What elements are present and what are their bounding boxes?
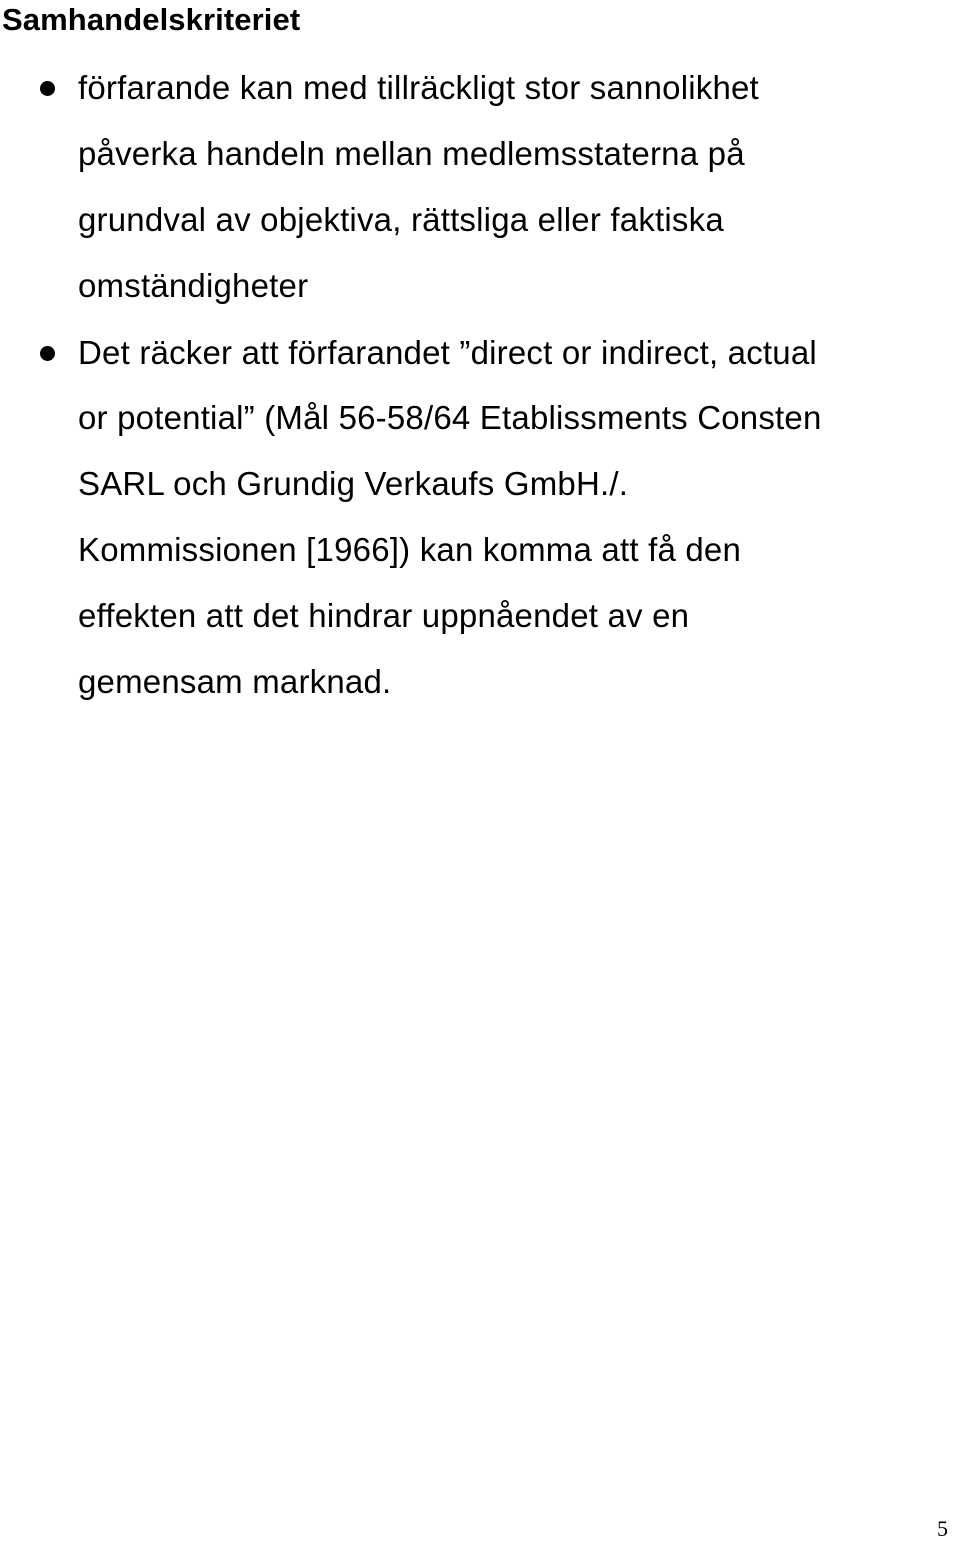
text-line: SARL och Grundig Verkaufs GmbH./. (78, 465, 629, 502)
text-line: förfarande kan med tillräckligt stor sannolikhet (78, 69, 759, 106)
text-line: Kommissionen [1966]) kan komma att få den (78, 531, 742, 568)
text-line: or potential” (Mål 56-58/64 Etablissments Consten (78, 399, 822, 436)
text-line: gemensam marknad. (78, 663, 392, 700)
text-line: Det räcker att förfarandet ”direct or indirect, actual (78, 334, 817, 371)
text-line: grundval av objektiva, rättsliga eller faktiska (78, 201, 724, 238)
text-line: omständigheter (78, 267, 309, 304)
page-heading: Samhandelskriteriet (2, 2, 301, 37)
bullet-icon (40, 346, 55, 361)
text-line: effekten att det hindrar uppnåendet av en (78, 597, 690, 634)
bullet-icon (40, 81, 55, 96)
page-number: 5 (937, 1516, 948, 1541)
text-line: påverka handeln mellan medlemsstaterna på (78, 135, 745, 172)
